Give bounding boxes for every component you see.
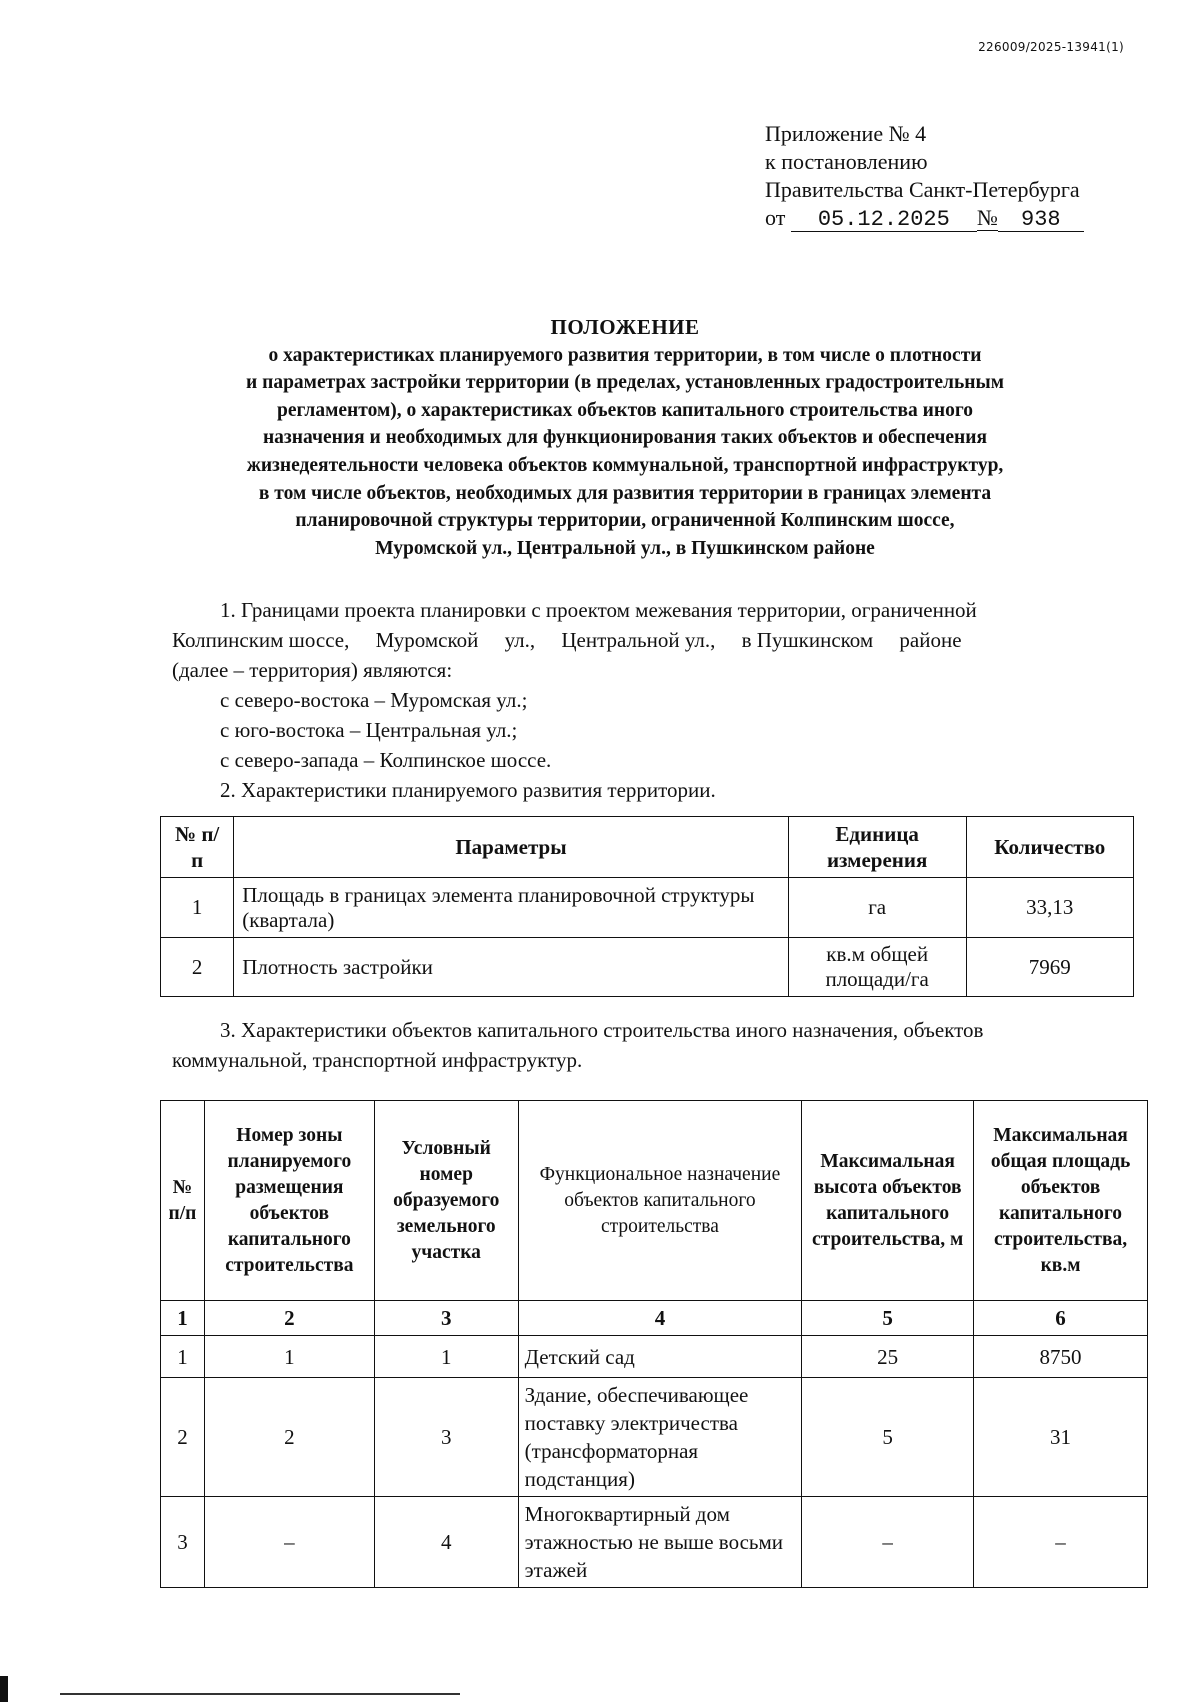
functional-purpose: Здание, обеспечивающее поставку электричества (трансформаторная подстанция) (518, 1378, 802, 1497)
border-northeast: с северо-востока – Муромская ул.; (220, 688, 528, 712)
max-area: – (974, 1497, 1148, 1588)
title-line: планировочной структуры территории, ограниченной Колпинским шоссе, (295, 510, 955, 532)
column-header: Параметры (234, 817, 789, 878)
title-line: в том числе объектов, необходимых для развития территории в границах элемента (258, 482, 992, 504)
unit: кв.м общей площади/га (788, 938, 966, 997)
scan-edge-mark (0, 1676, 8, 1702)
table-header-row (161, 1101, 1148, 1301)
quantity: 33,13 (966, 878, 1133, 938)
section-1-line-1: 1. Границами проекта планировки с проектом межевания территории, ограниченной (220, 598, 977, 622)
max-height: – (802, 1497, 974, 1588)
row-number: 1 (161, 878, 234, 938)
max-area: 8750 (974, 1336, 1148, 1378)
max-area: 31 (974, 1378, 1148, 1497)
zone-number: – (204, 1497, 374, 1588)
column-header: Максимальная общая площадь объектов капитального строительства, кв.м (974, 1101, 1148, 1301)
column-header: № п/п (161, 817, 234, 878)
row-number: 2 (161, 938, 234, 997)
column-header: Единица измерения (788, 817, 966, 878)
unit: га (788, 878, 966, 938)
title-line: регламентом), о характеристиках объектов капитального строительства иного (277, 399, 973, 421)
zone-number: 1 (204, 1336, 374, 1378)
column-header: Количество (966, 817, 1133, 878)
column-number: 2 (204, 1301, 374, 1336)
row-number: 1 (161, 1336, 205, 1378)
title-line: назначения и необходимых для функционирования таких объектов и обеспечения (262, 427, 988, 449)
number-prefix: № (976, 205, 998, 230)
section-3 (172, 1015, 1116, 1075)
max-height: 25 (802, 1336, 974, 1378)
table-row (161, 1336, 1148, 1378)
table-header-row (161, 817, 1134, 878)
plot-number: 3 (374, 1378, 518, 1497)
title-line: Муромской ул., Центральной ул., в Пушкинском районе (375, 537, 875, 559)
table-row (161, 1378, 1148, 1497)
border-northwest: с северо-запада – Колпинское шоссе. (220, 748, 552, 772)
section-2-heading: 2. Характеристики планируемого развития территории. (220, 778, 716, 802)
max-height: 5 (802, 1378, 974, 1497)
section-1 (172, 595, 1116, 805)
row-number: 3 (161, 1497, 205, 1588)
title-line: о характеристиках планируемого развития территории, в том числе о плотности (268, 344, 982, 366)
column-number: 5 (802, 1301, 974, 1336)
column-number: 3 (374, 1301, 518, 1336)
parameter-name: Площадь в границах элемента планировочной структуры (квартала) (234, 878, 789, 938)
column-header: Максимальная высота объектов капитального строительства, м (802, 1101, 974, 1301)
appendix-line-1: Приложение № 4 (765, 121, 927, 146)
column-number: 4 (518, 1301, 802, 1336)
column-header: Номер зоны планируемого размещения объектов капитального строительства (204, 1101, 374, 1301)
appendix-line-3: Правительства Санкт-Петербурга (765, 177, 1080, 202)
parameter-name: Плотность застройки (234, 938, 789, 997)
appendix-line-2: к постановлению (765, 149, 928, 174)
resolution-number: 938 (998, 209, 1084, 232)
column-number-row (161, 1301, 1148, 1336)
territory-parameters-table (160, 816, 1134, 997)
column-number: 1 (161, 1301, 205, 1336)
table-row (161, 878, 1134, 938)
column-header: Функциональное назначение объектов капитального строительства (518, 1101, 802, 1301)
column-header: Условный номер образуемого земельного участка (374, 1101, 518, 1301)
appendix-header (765, 120, 1084, 232)
section-1-line-3: (далее – территория) являются: (172, 658, 453, 682)
zone-number: 2 (204, 1378, 374, 1497)
plot-number: 4 (374, 1497, 518, 1588)
row-number: 2 (161, 1378, 205, 1497)
section-3-text: 3. Характеристики объектов капитального строительства иного назначения, объектов коммунальной, транспортной инфраструктур. (172, 1018, 984, 1072)
resolution-date: 05.12.2025 (791, 209, 977, 232)
title-line: и параметрах застройки территории (в пределах, установленных градостроительным (245, 372, 1005, 394)
table-row (161, 1497, 1148, 1588)
quantity: 7969 (966, 938, 1133, 997)
functional-purpose: Детский сад (518, 1336, 802, 1378)
plot-number: 1 (374, 1336, 518, 1378)
section-1-line-2: Колпинским шоссе, Муромской ул., Центральной ул., в Пушкинском районе (172, 628, 962, 652)
document-registration-number: 226009/2025-13941(1) (978, 40, 1124, 54)
title-heading: ПОЛОЖЕНИЕ (550, 315, 700, 339)
functional-purpose: Многоквартирный дом этажностью не выше восьми этажей (518, 1497, 802, 1588)
capital-construction-table (160, 1100, 1148, 1588)
column-header: № п/п (161, 1101, 205, 1301)
appendix-date-line (765, 204, 1084, 232)
document-title (150, 314, 1100, 562)
scan-edge-line (60, 1693, 460, 1695)
border-southeast: с юго-востока – Центральная ул.; (220, 718, 518, 742)
column-number: 6 (974, 1301, 1148, 1336)
title-line: жизнедеятельности человека объектов коммунальной, транспортной инфраструктур, (246, 454, 1004, 476)
date-prefix: от (765, 205, 786, 230)
table-row (161, 938, 1134, 997)
